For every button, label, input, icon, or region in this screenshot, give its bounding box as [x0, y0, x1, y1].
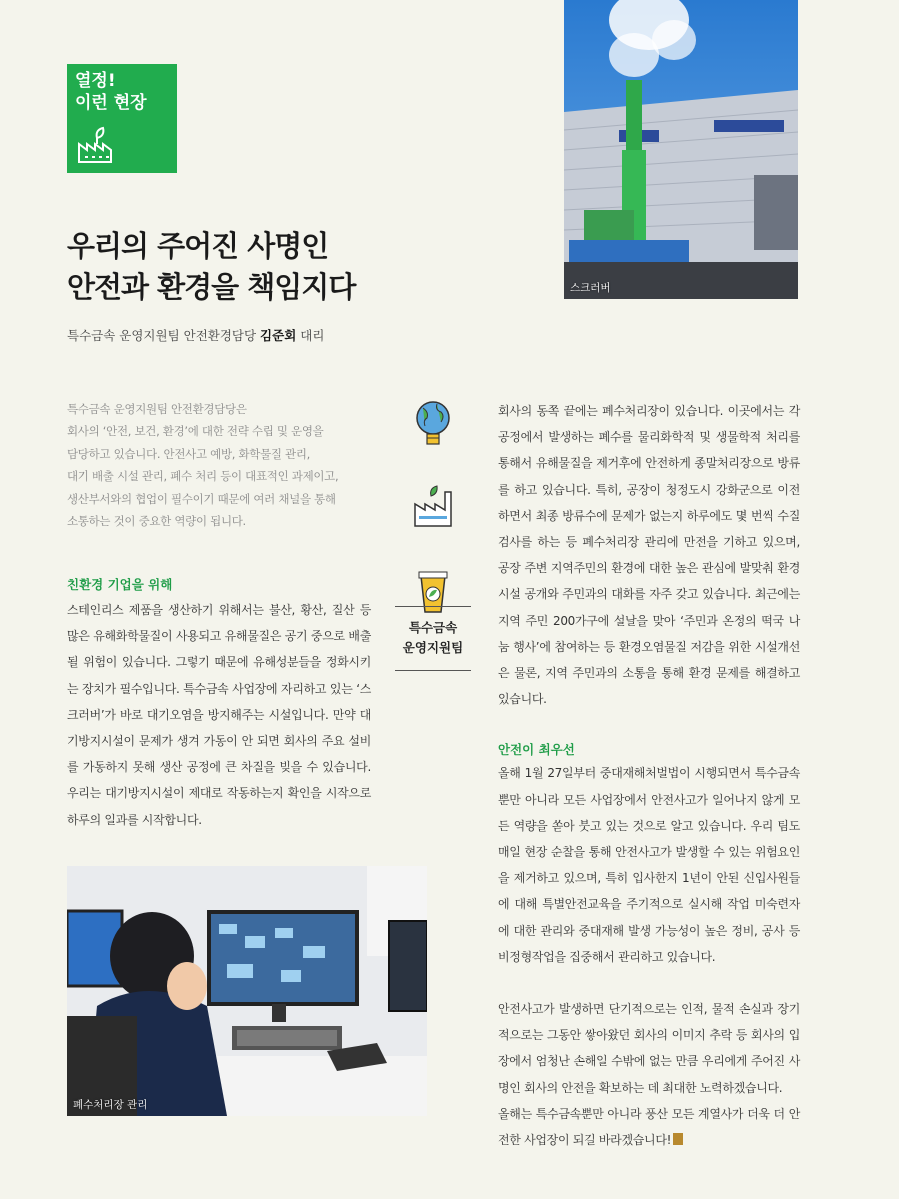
author-name: 김준회	[260, 328, 297, 343]
end-mark-icon	[673, 1133, 683, 1145]
intro-text	[67, 398, 357, 532]
team-line1: 특수금속	[408, 620, 458, 635]
intro-line: 특수금속 운영지원팀 안전환경담당은	[67, 402, 247, 416]
byline	[67, 326, 324, 344]
factory-plant-icon	[77, 124, 121, 164]
team-line2: 운영지원팀	[402, 640, 464, 655]
control-room-photo	[67, 866, 427, 1116]
section-heading-eco: 친환경 기업을 위해	[67, 577, 173, 592]
closing-paragraph	[498, 1101, 800, 1153]
scrubber-photo	[564, 0, 798, 299]
scrubber-caption: 스크러버	[570, 282, 611, 294]
scrubber-illustration	[564, 0, 798, 299]
control-room-illustration	[67, 866, 427, 1116]
right-column	[498, 398, 800, 1153]
globe-bulb-icon	[395, 398, 471, 448]
section-badge	[67, 64, 177, 173]
title-line2: 안전과 환경을 책임지다	[67, 270, 356, 304]
title-line1: 우리의 주어진 사명인	[67, 229, 329, 263]
factory-icon	[395, 480, 471, 530]
section-body-safety: 올해 1월 27일부터 중대재해처벌법이 시행되면서 특수금속뿐만 아니라 모든 사업장에서 안전사고가 일어나지 않게 모든 역량을 쏟아 붓고 있는 것으로 알고 있습니다. 우리 팀도 매일 현장 순찰을 통해 안전사고가 발생할 수 있는 위험요인을 제거하고 있으며, 특히 입사한지 1년이 안된 신입사원들에 대해 특별안전교육을 주기적으로 실시해 작업 미숙련자에 대한 관리와 중대재해 발생 가능성이 높은 정비, 공사 등 비정형작업을 집중해서 관리하고 있습니다.	[498, 766, 800, 964]
section-body-safety-2: 안전사고가 발생하면 단기적으로는 인적, 물적 손실과 장기적으로는 그동안 쌓아왔던 회사의 이미지 추락 등 회사의 입장에서 엄청난 손해일 수밖에 없는 만큼 우리에게 주어진 사명인 회사의 안전을 확보하는 데 최대한 노력하겠습니다.	[498, 1002, 800, 1095]
intro-line: 생산부서와의 협업이 필수이기 때문에 여러 채널을 통해	[67, 491, 336, 506]
intro-line: 소통하는 것이 중요한 역량이 됩니다.	[67, 514, 246, 529]
left-column	[67, 575, 371, 833]
badge-line1: 열정!	[75, 71, 116, 91]
section-body-eco: 스테인리스 제품을 생산하기 위해서는 불산, 황산, 질산 등 많은 유해화학물질이 사용되고 유해물질은 공기 중으로 배출 될 위험이 있습니다. 그렇기 때문에 유해성분들을 정화시키는 장치가 필수입니다. 특수금속 사업장에 자리하고 있는 ‘스크러버’가 바로 대기오염을 방지해주는 시설입니다. 만약 대기방지시설이 문제가 생겨 가동이 안 되면 회사의 주요 설비를 가동하지 못해 생산 공정에 큰 차질을 빚을 수 있습니다. 우리는 대기방지시설이 제대로 작동하는지 확인을 시작으로 하루의 일과를 시작합니다.	[67, 603, 371, 827]
byline-prefix: 특수금속 운영지원팀 안전환경담당	[67, 328, 261, 343]
icon-column	[395, 398, 471, 616]
control-room-caption: 폐수처리장 관리	[73, 1099, 148, 1111]
intro-line: 회사의 ‘안전, 보건, 환경’에 대한 전략 수립 및 운영을	[67, 424, 324, 439]
intro-line: 담당하고 있습니다. 안전사고 예방, 화학물질 관리,	[67, 446, 311, 461]
intro-line: 대기 배출 시설 관리, 폐수 처리 등이 대표적인 과제이고,	[67, 469, 339, 484]
section-heading-safety: 안전이 최우선	[498, 742, 575, 758]
badge-line2: 이런 현장	[75, 93, 147, 113]
article-title	[67, 226, 355, 308]
closing-text: 올해는 특수금속뿐만 아니라 풍산 모든 계열사가 더욱 더 안전한 사업장이 되길 바라겠습니다!	[498, 1106, 800, 1148]
team-label	[395, 606, 471, 671]
byline-suffix: 대리	[296, 328, 325, 343]
wastewater-paragraph: 회사의 동쪽 끝에는 폐수처리장이 있습니다. 이곳에서는 각 공정에서 발생하는 폐수를 물리화학적 및 생물학적 처리를 통해서 유해물질을 제거후에 안전하게 종말처리장으로 방류를 하고 있습니다. 특히, 공장이 청정도시 강화군으로 이전하면서 최종 방류수에 문제가 없는지 하루에도 몇 번씩 수질검사를 하는 등 폐수처리장 관리에 만전을 기하고 있으며, 공장 주변 지역주민의 환경에 대한 높은 관심에 발맞춰 환경시설 공개와 주민과의 대화를 자주 갖고 있습니다. 최근에는 지역 주민 200가구에 설날을 맞아 ‘주민과 온정의 떡국 나눔 행사’에 참여하는 등 환경오염물질 저감을 위한 시설개선은 물론, 지역 주민과의 소통을 통해 환경 문제를 해결하고 있습니다.	[498, 404, 800, 707]
